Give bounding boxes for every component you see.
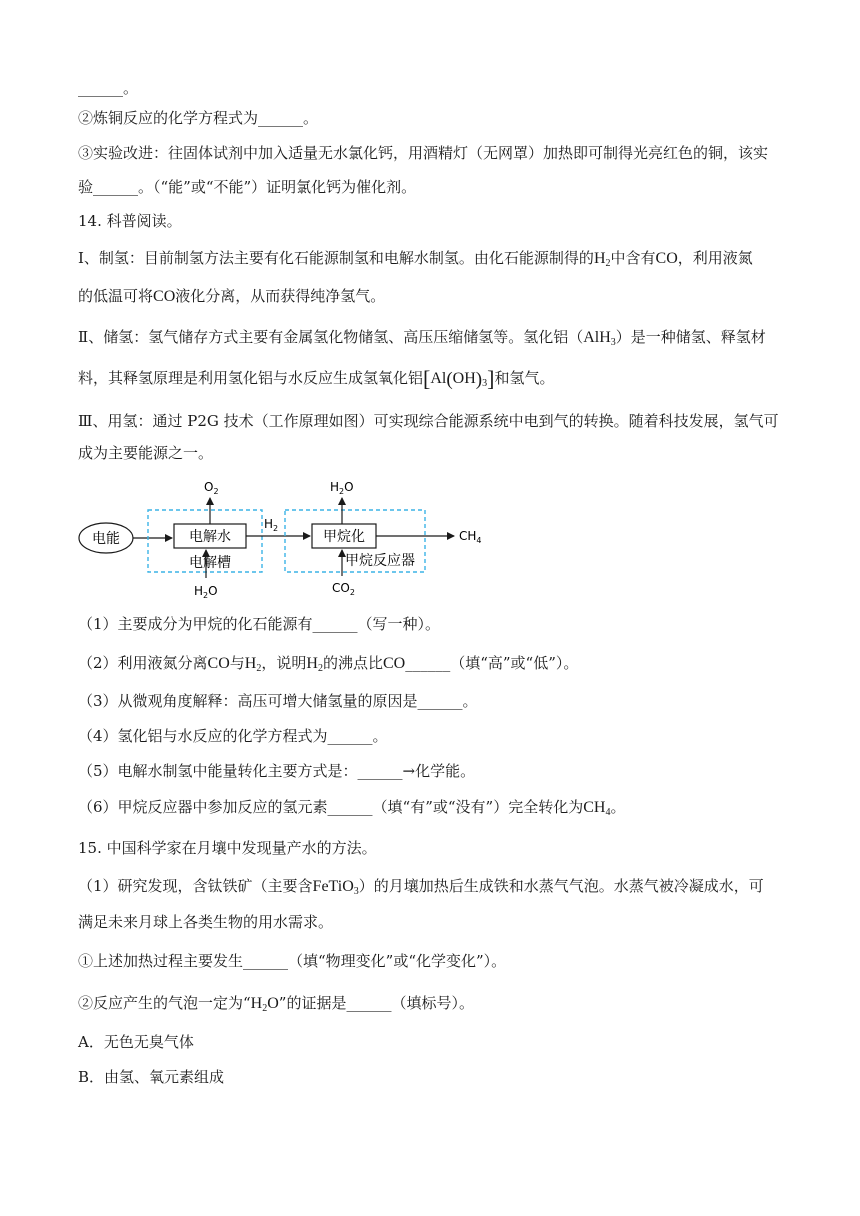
power-source-label: 电能	[92, 531, 120, 547]
electrolyzer-label: 电解槽	[189, 555, 231, 571]
text-line: Ⅱ、储氢：氢气储存方式主要有金属氢化物储氢、高压压缩储氢等。氢化铝（AlH$_3$）是一种储氢、释氢材	[78, 328, 766, 348]
question-item: （1）主要成分为甲烷的化石能源有______（写一种）。	[78, 615, 441, 633]
text-line: ②反应产生的气泡一定为“$H_2O$”的证据是______（填标号）。	[78, 994, 474, 1014]
text-line: 料，其释氢原理是利用氢化铝与水反应生成氢氧化铝$[Al(OH)_3]$和氢气。	[78, 366, 555, 391]
text-line: ③实验改进：往固体试剂中加入适量无水氯化钙，用酒精灯（无网罩）加热即可制得光亮红色的铜，该实	[78, 144, 769, 162]
co2-label: $CO_2$	[332, 581, 355, 597]
text-line: ②炼铜反应的化学方程式为______。	[78, 109, 319, 127]
question-heading: 14. 科普阅读。	[78, 212, 182, 230]
methanation-label: 甲烷化	[323, 529, 365, 545]
question-item: （4）氢化铝与水反应的化学方程式为______。	[78, 727, 388, 745]
text-line: Ⅲ、用氢：通过 P2G 技术（工作原理如图）可实现综合能源系统中电到气的转换。随着科技发展，氢气可	[78, 412, 779, 430]
text-line: 成为主要能源之一。	[78, 444, 214, 462]
p2g-process-diagram	[78, 476, 498, 600]
question-item: （5）电解水制氢中能量转化主要方式是：______→化学能。	[78, 762, 476, 780]
ch4-label: $CH_4$	[459, 529, 482, 545]
question-heading: 15. 中国科学家在月壤中发现量产水的方法。	[78, 839, 377, 857]
electrolysis-label: 电解水	[189, 529, 231, 545]
option-a: A．无色无臭气体	[78, 1033, 194, 1051]
o2-label: $O_2$	[204, 480, 219, 496]
question-item: （2）利用液氮分离CO与$H_2$，说明$H_2$的沸点比CO______（填“高”或“低”）。	[78, 654, 579, 674]
question-item: （6）甲烷反应器中参加反应的氢元素______（填“有”或“没有”）完全转化为$CH_4$。	[78, 798, 626, 818]
h2o-in-label: $H_2O$	[194, 584, 218, 600]
h2-label: $H_2$	[264, 517, 279, 533]
text-line: ______。	[78, 79, 139, 97]
text-line: 的低温可将CO液化分离，从而获得纯净氢气。	[78, 287, 386, 305]
methane-reactor-label: 甲烷反应器	[345, 553, 415, 569]
text-line: Ⅰ、制氢：目前制氢方法主要有化石能源制氢和电解水制氢。由化石能源制得的$H_2$中含有CO，利用液氮	[78, 249, 753, 269]
text-line: （1）研究发现，含钛铁矿（主要含FeTiO$_3$）的月壤加热后生成铁和水蒸气气泡。水蒸气被冷凝成水，可	[78, 877, 764, 897]
text-line: 满足未来月球上各类生物的用水需求。	[78, 913, 334, 931]
text-line: ①上述加热过程主要发生______（填“物理变化”或“化学变化”）。	[78, 952, 507, 970]
h2o-out-label: $H_2O$	[330, 480, 354, 496]
question-item: （3）从微观角度解释：高压可增大储氢量的原因是______。	[78, 692, 478, 710]
text-line: 验______。（“能”或“不能”）证明氯化钙为催化剂。	[78, 178, 417, 196]
option-b: B．由氢、氧元素组成	[78, 1068, 225, 1086]
